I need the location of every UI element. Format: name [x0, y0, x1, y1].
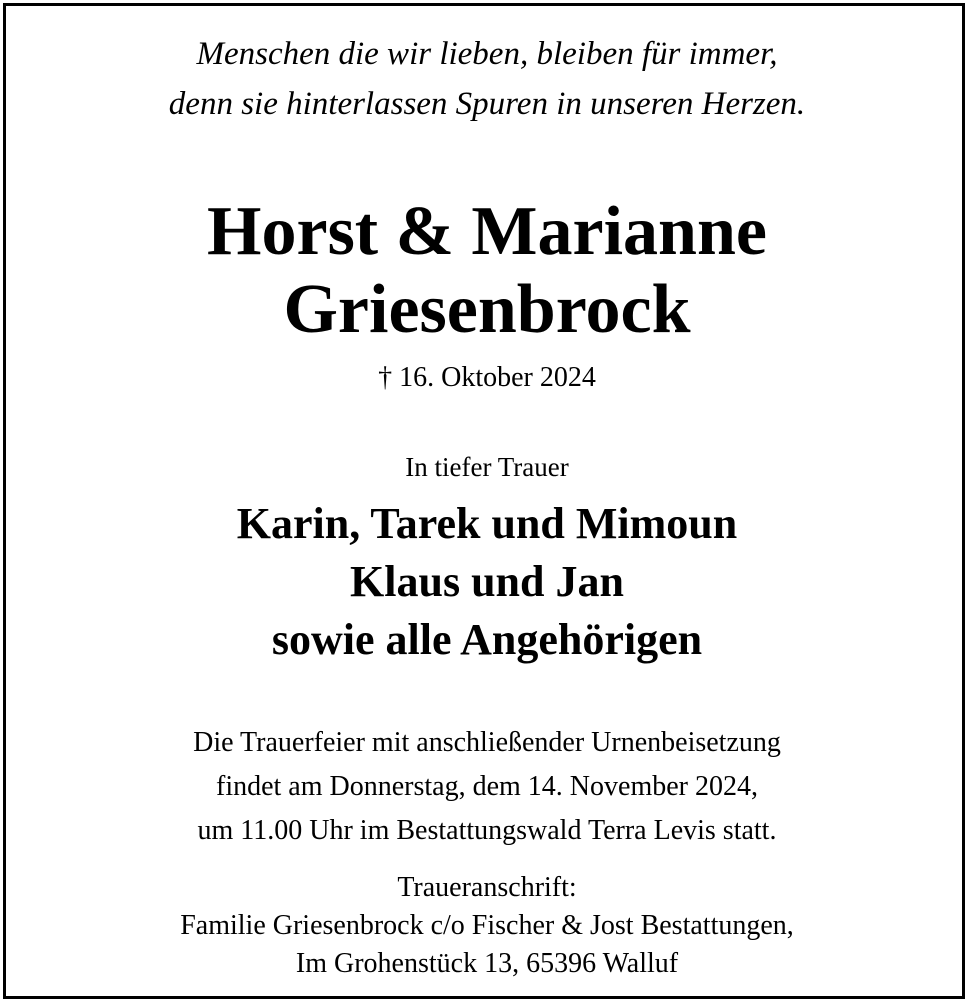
verse-line-2: denn sie hinterlassen Spuren in unseren Herzen. [168, 86, 806, 122]
ceremony-line-1: Die Trauerfeier mit anschließender Urnenbeisetzung [193, 727, 781, 758]
ceremony-line-3: um 11.00 Uhr im Bestattungswald Terra Levis statt. [197, 815, 777, 846]
verse-line-1: Menschen die wir lieben, bleiben für immer, [196, 36, 778, 72]
ceremony-line-2: findet am Donnerstag, dem 14. November 2024, [216, 771, 758, 802]
address-line-2: Im Grohenstück 13, 65396 Walluf [295, 948, 679, 979]
death-date: † 16. Oktober 2024 [378, 362, 596, 393]
mourners-line-1: Karin, Tarek und Mimoun [236, 499, 738, 548]
mourners-line-2: Klaus und Jan [350, 557, 624, 606]
address-label: Traueranschrift: [397, 872, 577, 903]
deceased-name-line-1: Horst & Marianne [207, 193, 767, 270]
address-line-1: Familie Griesenbrock c/o Fischer & Jost Bestattungen, [180, 910, 794, 941]
deceased-name-line-2: Griesenbrock [283, 271, 691, 348]
mourning-intro: In tiefer Trauer [405, 452, 569, 482]
mourners-line-3: sowie alle Angehörigen [271, 615, 703, 664]
obituary-frame [3, 3, 965, 999]
